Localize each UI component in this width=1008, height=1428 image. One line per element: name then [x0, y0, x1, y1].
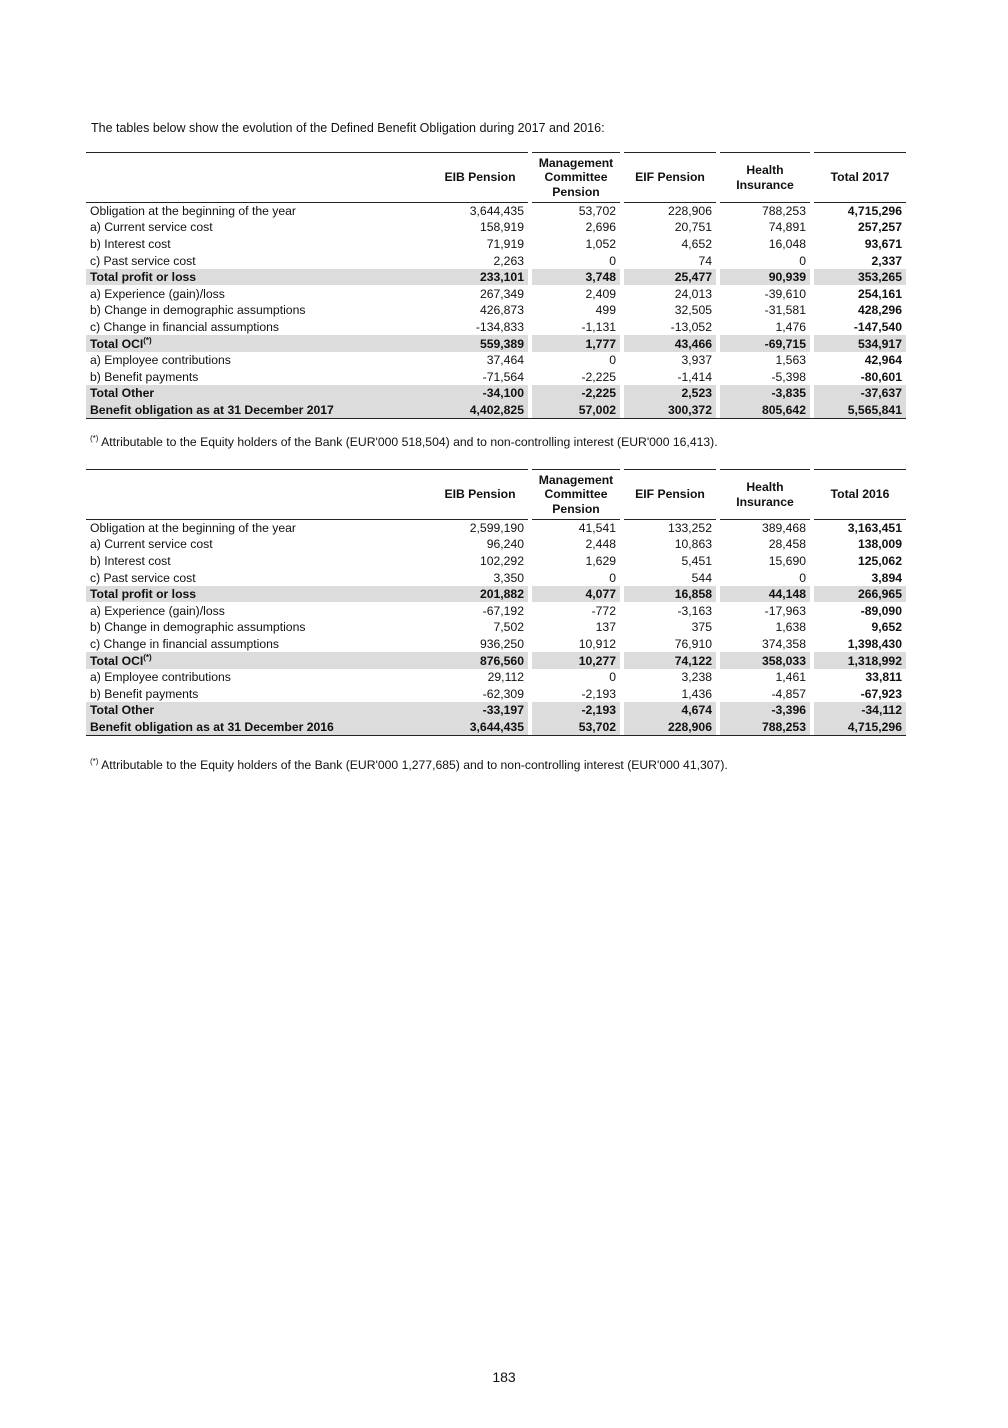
table-total-row [86, 402, 906, 419]
table-row [86, 236, 906, 253]
table-cell: 25,477 [624, 269, 716, 286]
table-cell: 0 [609, 570, 616, 585]
table-cell: 10,912 [578, 636, 616, 651]
table-cell: 375 [691, 620, 712, 635]
table-cell: 3,644,435 [469, 204, 524, 219]
table-cell: 133,252 [667, 521, 712, 536]
table-total-row [86, 652, 906, 669]
table-row [86, 219, 906, 236]
table-cell: -39,610 [764, 286, 806, 301]
table-row [86, 319, 906, 336]
table-cell: 201,882 [432, 586, 528, 603]
table-cell: 74,122 [624, 652, 716, 669]
table-cell: -31,581 [764, 303, 806, 318]
row-label: Benefit obligation as at 31 December 2016 [86, 719, 432, 736]
table-cell: 428,296 [857, 303, 902, 318]
table-cell: 228,906 [667, 204, 712, 219]
table-cell: 29,112 [487, 670, 524, 685]
table-2017-body [86, 203, 906, 419]
row-label: Benefit obligation as at 31 December 2017 [86, 402, 432, 419]
table-cell: 138,009 [857, 537, 902, 552]
table-row [86, 602, 906, 619]
table-cell: 74 [698, 253, 712, 268]
table-cell: 9,652 [871, 620, 902, 635]
table-cell: 0 [609, 670, 616, 685]
table-cell: -67,192 [482, 603, 524, 618]
table-cell: 2,337 [871, 253, 902, 268]
table-cell: 2,523 [624, 385, 716, 402]
table-cell: 353,265 [814, 269, 906, 286]
row-label: b) Interest cost [90, 236, 171, 251]
table-cell: 559,389 [432, 335, 528, 352]
table-cell: 44,148 [720, 586, 810, 603]
table-cell: 254,161 [857, 286, 902, 301]
table-cell: -33,197 [432, 702, 528, 719]
table-cell: 37,464 [486, 353, 524, 368]
table-row [86, 302, 906, 319]
table-cell: 4,077 [532, 586, 620, 603]
column-header: Total 2017 [814, 153, 906, 203]
table-cell: -67,923 [860, 686, 902, 701]
table-cell: 389,468 [761, 521, 806, 536]
header-blank-cell [86, 470, 432, 520]
table-cell: 0 [609, 353, 616, 368]
column-header: Health Insurance [720, 153, 810, 203]
row-label: c) Past service cost [90, 253, 196, 268]
table-cell: 266,965 [814, 586, 906, 603]
table-cell: 42,964 [864, 353, 902, 368]
row-label: c) Past service cost [90, 570, 196, 585]
table-row [86, 619, 906, 636]
row-label: Total profit or loss [86, 269, 432, 286]
table-cell: -17,963 [764, 603, 806, 618]
table-cell: -34,112 [814, 702, 906, 719]
row-label: b) Change in demographic assumptions [90, 303, 306, 318]
row-label: a) Current service cost [90, 220, 213, 235]
row-label: b) Benefit payments [90, 369, 199, 384]
table-cell: 32,505 [674, 303, 712, 318]
table-cell: -69,715 [720, 335, 810, 352]
table-cell: 267,349 [479, 286, 524, 301]
table-cell: 788,253 [761, 204, 806, 219]
table-cell: 1,052 [585, 236, 616, 251]
table-cell: 1,777 [532, 335, 620, 352]
table-cell: 0 [799, 570, 806, 585]
table-cell: 374,358 [761, 636, 806, 651]
table-row [86, 536, 906, 553]
table-row [86, 636, 906, 653]
table-cell: -5,398 [771, 369, 806, 384]
table-cell: 16,048 [768, 236, 806, 251]
table-total-row [86, 385, 906, 402]
intro-text: The tables below show the evolution of the Defined Benefit Obligation during 2017 and 2016: [91, 121, 605, 135]
row-label: Total OCI(*) [86, 335, 432, 352]
row-label: a) Employee contributions [90, 670, 231, 685]
table-cell: -4,857 [771, 686, 806, 701]
table-2016-body [86, 520, 906, 736]
table-cell: -2,225 [581, 369, 616, 384]
table-cell: 2,599,190 [469, 521, 524, 536]
table-cell: -71,564 [482, 369, 524, 384]
table-cell: 1,476 [775, 319, 806, 334]
table-cell: 358,033 [720, 652, 810, 669]
table-row [86, 569, 906, 586]
table-cell: 24,013 [674, 286, 712, 301]
row-label: a) Employee contributions [90, 353, 231, 368]
table-cell: 5,451 [681, 553, 712, 568]
table-cell: -3,163 [677, 603, 712, 618]
table-cell: 15,690 [768, 553, 806, 568]
table-cell: -37,637 [814, 385, 906, 402]
row-label: c) Change in financial assumptions [90, 636, 280, 651]
row-label: Total OCI(*) [86, 652, 432, 669]
table-cell: 41,541 [578, 521, 616, 536]
table-row [86, 553, 906, 570]
table-cell: 3,748 [532, 269, 620, 286]
table-cell: -2,193 [532, 702, 620, 719]
table-cell: 10,863 [674, 537, 712, 552]
table-cell: 2,696 [585, 220, 616, 235]
table-row [86, 368, 906, 385]
footnote-2017: (*) Attributable to the Equity holders of the Bank (EUR'000 518,504) and to non-controlling interest (EUR'000 16,413). [90, 433, 718, 449]
table-cell: 788,253 [720, 719, 810, 736]
table-cell: 10,277 [532, 652, 620, 669]
table-cell: 76,910 [674, 636, 712, 651]
table-cell: 3,238 [681, 670, 712, 685]
table-cell: 936,250 [479, 636, 524, 651]
column-header: Health Insurance [720, 470, 810, 520]
table-cell: 876,560 [432, 652, 528, 669]
table-cell: 1,563 [775, 353, 806, 368]
table-cell: 257,257 [857, 220, 902, 235]
table-cell: -2,193 [581, 686, 616, 701]
table-cell: 534,917 [814, 335, 906, 352]
table-row [86, 352, 906, 369]
column-header: EIF Pension [624, 470, 716, 520]
footnote-2016: (*) Attributable to the Equity holders of the Bank (EUR'000 1,277,685) and to non-controlling interest (EUR'000 41,307). [90, 756, 728, 772]
table-cell: 3,163,451 [847, 521, 902, 536]
table-total-row [86, 719, 906, 736]
table-cell: -34,100 [432, 385, 528, 402]
table-2016 [86, 469, 906, 736]
table-cell: -3,835 [720, 385, 810, 402]
table-cell: -89,090 [860, 603, 902, 618]
table-cell: 125,062 [857, 553, 902, 568]
table-cell: 2,409 [585, 286, 616, 301]
table-cell: 96,240 [486, 537, 524, 552]
row-label: b) Interest cost [90, 553, 171, 568]
table-cell: 4,652 [681, 236, 712, 251]
row-label: a) Current service cost [90, 537, 213, 552]
table-total-row [86, 335, 906, 352]
row-label: b) Change in demographic assumptions [90, 620, 306, 635]
row-label: Total Other [86, 385, 432, 402]
table-cell: 426,873 [479, 303, 524, 318]
table-cell: 1,398,430 [847, 636, 902, 651]
table-cell: 1,436 [681, 686, 712, 701]
table-row [86, 252, 906, 269]
table-cell: 3,937 [681, 353, 712, 368]
table-cell: -772 [591, 603, 616, 618]
table-cell: 1,318,992 [814, 652, 906, 669]
row-label: c) Change in financial assumptions [90, 319, 280, 334]
table-row [86, 685, 906, 702]
column-header: EIB Pension [432, 153, 528, 203]
table-2017 [86, 152, 906, 419]
table-cell: 4,402,825 [432, 402, 528, 419]
table-cell: 233,101 [432, 269, 528, 286]
table-row [86, 285, 906, 302]
table-cell: 20,751 [674, 220, 712, 235]
table-row [86, 669, 906, 686]
row-label: a) Experience (gain)/loss [90, 286, 225, 301]
table-cell: 2,263 [493, 253, 524, 268]
table-cell: 544 [691, 570, 712, 585]
page-number: 183 [492, 1369, 516, 1385]
table-total-row [86, 269, 906, 286]
table-cell: 93,671 [864, 236, 902, 251]
table-cell: 43,466 [624, 335, 716, 352]
table-cell: 102,292 [479, 553, 524, 568]
table-total-row [86, 702, 906, 719]
table-total-row [86, 586, 906, 603]
table-cell: 228,906 [624, 719, 716, 736]
column-header: Management Committee Pension [532, 470, 620, 520]
table-cell: 7,502 [493, 620, 524, 635]
table-cell: 57,002 [532, 402, 620, 419]
table-cell: 499 [595, 303, 616, 318]
table-cell: -134,833 [475, 319, 524, 334]
table-cell: -1,414 [677, 369, 712, 384]
row-label: Obligation at the beginning of the year [90, 521, 296, 536]
column-header: EIF Pension [624, 153, 716, 203]
table-cell: -147,540 [853, 319, 902, 334]
table-cell: 3,894 [871, 570, 902, 585]
table-cell: 16,858 [624, 586, 716, 603]
table-row [86, 203, 906, 220]
table-row [86, 520, 906, 537]
column-header: EIB Pension [432, 470, 528, 520]
table-cell: 3,644,435 [432, 719, 528, 736]
table-cell: 4,715,296 [814, 719, 906, 736]
table-cell: 4,715,296 [847, 204, 902, 219]
table-cell: 74,891 [768, 220, 806, 235]
table-cell: 137 [595, 620, 616, 635]
table-cell: 53,702 [532, 719, 620, 736]
column-header: Total 2016 [814, 470, 906, 520]
table-cell: -1,131 [581, 319, 616, 334]
table-cell: -13,052 [670, 319, 712, 334]
table-cell: -80,601 [860, 369, 902, 384]
table-cell: 0 [799, 253, 806, 268]
table-2016-header [86, 470, 906, 520]
table-2017-header [86, 153, 906, 203]
table-cell: 28,458 [768, 537, 806, 552]
table-cell: 4,674 [624, 702, 716, 719]
table-cell: 0 [609, 253, 616, 268]
table-cell: 33,811 [865, 670, 902, 685]
table-cell: 1,638 [775, 620, 806, 635]
table-cell: 158,919 [479, 220, 524, 235]
header-blank-cell [86, 153, 432, 203]
row-label: Total Other [86, 702, 432, 719]
table-cell: 3,350 [493, 570, 524, 585]
table-cell: 53,702 [578, 204, 616, 219]
table-cell: 1,629 [585, 553, 616, 568]
table-cell: 71,919 [486, 236, 524, 251]
table-cell: 1,461 [775, 670, 806, 685]
table-cell: 90,939 [720, 269, 810, 286]
column-header: Management Committee Pension [532, 153, 620, 203]
row-label: Total profit or loss [86, 586, 432, 603]
row-label: b) Benefit payments [90, 686, 199, 701]
table-cell: 2,448 [585, 537, 616, 552]
table-cell: -62,309 [482, 686, 524, 701]
row-label: Obligation at the beginning of the year [90, 204, 296, 219]
table-cell: -3,396 [720, 702, 810, 719]
row-label: a) Experience (gain)/loss [90, 603, 225, 618]
table-cell: 300,372 [624, 402, 716, 419]
table-cell: -2,225 [532, 385, 620, 402]
table-cell: 805,642 [720, 402, 810, 419]
table-cell: 5,565,841 [814, 402, 906, 419]
